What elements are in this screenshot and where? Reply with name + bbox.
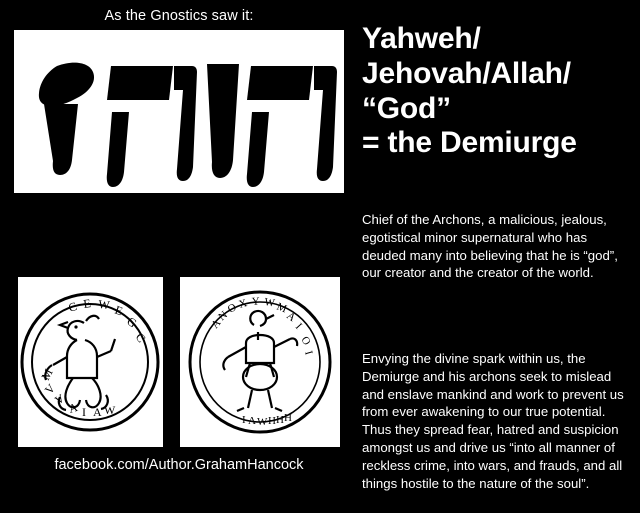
svg-text:W: W [104,403,116,417]
svg-text:G: G [124,313,140,331]
top-caption: As the Gnostics saw it: [104,8,254,24]
tetragrammaton-panel [14,30,344,193]
svg-text:V: V [41,381,59,398]
abraxas-gem-right [180,277,340,447]
svg-text:I: I [292,320,305,332]
svg-text:W: W [257,416,268,428]
svg-text:H: H [284,412,292,424]
svg-text:W: W [97,297,111,313]
headline [362,22,632,161]
svg-text:I: I [82,405,86,419]
svg-text:C: C [132,330,149,346]
svg-text:X: X [237,297,249,311]
svg-text:A: A [66,400,80,416]
headline-line-3: “God” [362,91,451,125]
svg-text:C: C [66,299,79,315]
svg-text:A: A [248,415,256,427]
svg-text:E: E [112,302,125,319]
tetragrammaton-hebrew-icon [14,30,344,193]
abraxas-gem-left-icon [18,277,163,447]
body-paragraph-2: Envying the divine spark within us, the Demiurge and his archons seek to mislead and enslave mankind and work to prevent us from ever awakening to our true potential. Thus they spread fear, hatred and suspicion amongst us and drive us “into all manner of reckless crime, into wars, and frauds, and all things hostile to the nature of the soul”. [362,351,624,491]
svg-text:M: M [38,366,56,383]
abraxas-gem-right-icon [180,277,340,447]
facebook-credit: facebook.com/Author.GrahamHancock [54,457,304,473]
svg-text:Y: Y [251,295,261,308]
svg-text:I: I [302,349,315,357]
svg-text:O: O [298,334,313,348]
svg-text:I: I [242,414,246,426]
svg-text:H: H [268,415,276,427]
body-paragraph-1: Chief of the Archons, a malicious, jealous, egotistical minor supernatural who has deuded many into believing that he is “god”, our creator and the creator of the world. [362,212,618,281]
svg-text:A: A [284,309,298,325]
svg-text:N: N [216,308,231,324]
svg-text:A: A [209,317,224,331]
abraxas-gem-left [18,277,163,447]
svg-text:A: A [93,405,102,419]
svg-text:H: H [276,414,284,426]
svg-text:M: M [274,300,289,316]
svg-text:W: W [263,296,276,310]
headline-line-2: Jehovah/Allah/ [362,56,571,90]
svg-text:E: E [82,296,92,311]
svg-text:O: O [225,301,239,316]
headline-line-4: = the Demiurge [362,126,577,160]
svg-text:V: V [52,391,67,408]
headline-line-1: Yahweh/ [362,22,481,55]
